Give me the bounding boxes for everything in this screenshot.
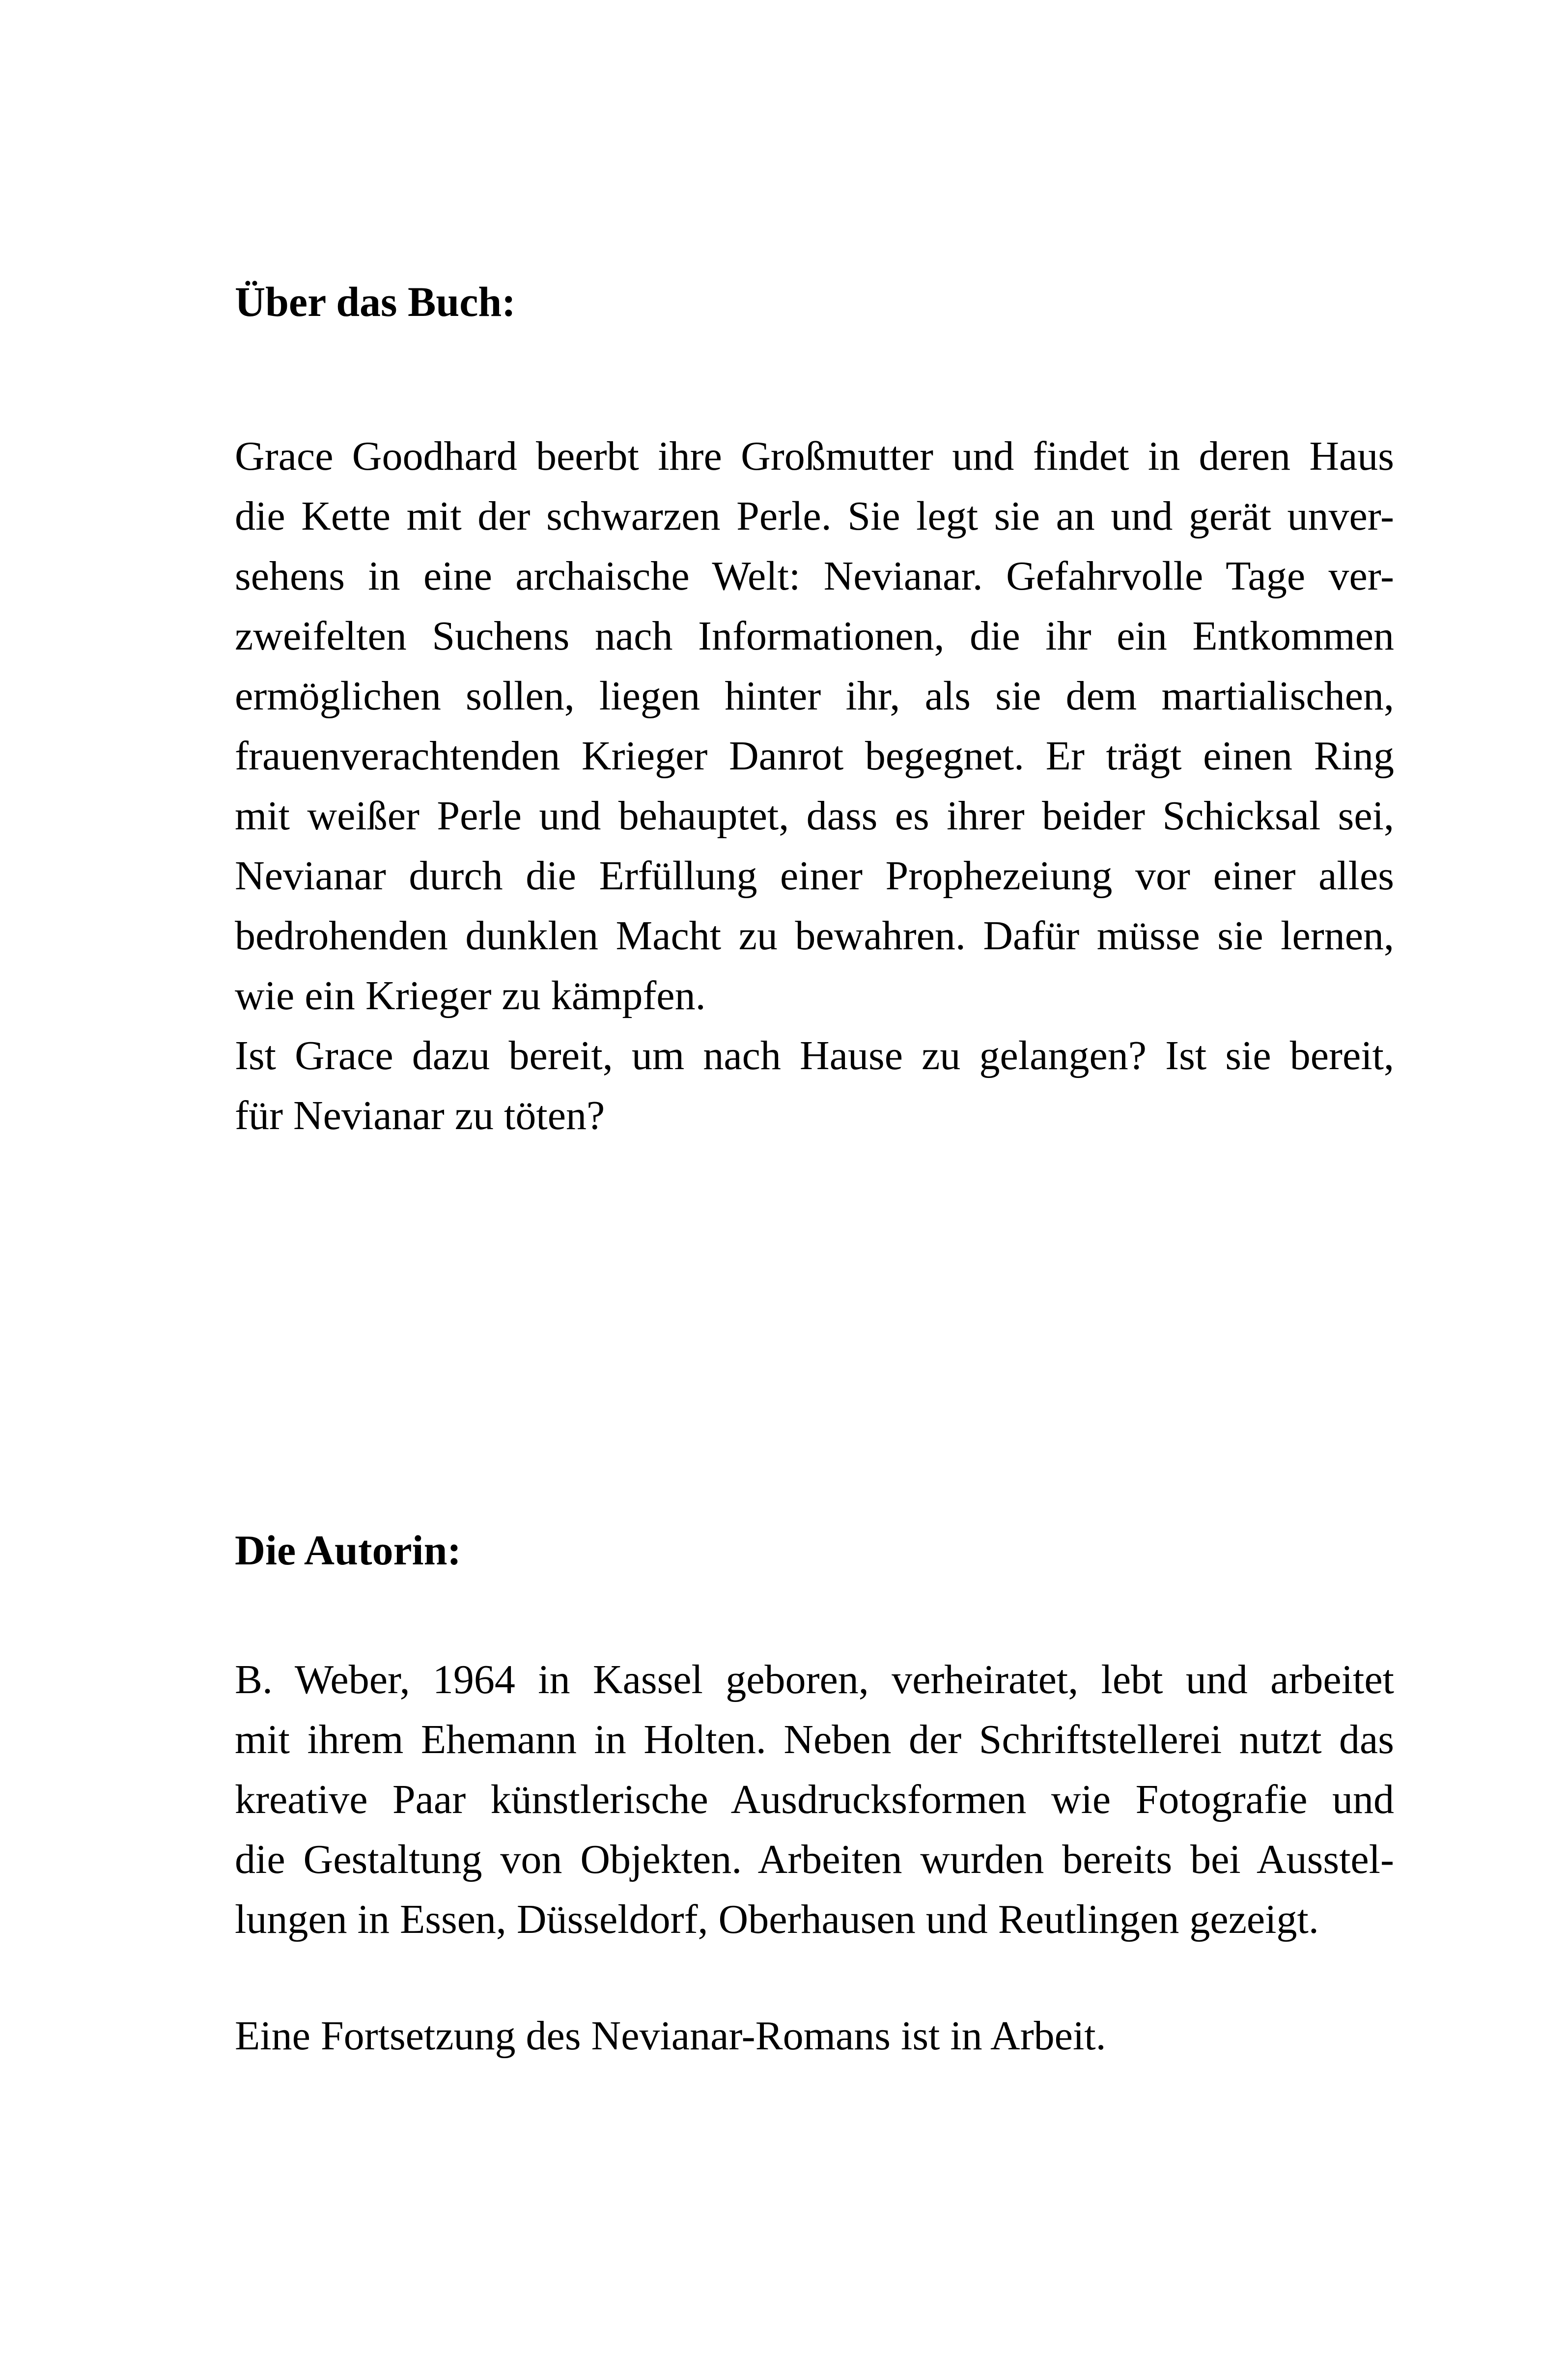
text-line: sehens in eine archaische Welt: Nevianar. Gefahrvolle Tage ver-: [235, 553, 1394, 599]
author-heading: Die Autorin:: [235, 1527, 462, 1574]
sequel-note: [235, 2006, 1394, 2066]
text-line: die Gestaltung von Objekten. Arbeiten wurden bereits bei Ausstel-: [235, 1837, 1394, 1882]
text-line: die Kette mit der schwarzen Perle. Sie legt sie an und gerät unver-: [235, 493, 1394, 539]
text-line: Nevianar durch die Erfüllung einer Prophezeiung vor einer alles: [235, 853, 1394, 899]
text-line: ermöglichen sollen, liegen hinter ihr, als sie dem martialischen,: [235, 673, 1394, 719]
text-line: für Nevianar zu töten?: [235, 1093, 605, 1138]
text-line: Eine Fortsetzung des Nevianar-Romans ist in Arbeit.: [235, 2013, 1106, 2059]
text-line: Grace Goodhard beerbt ihre Großmutter und findet in deren Haus: [235, 433, 1394, 479]
about-book-heading: Über das Buch:: [235, 278, 516, 325]
author-bio-text: [235, 1650, 1394, 1950]
text-line: kreative Paar künstlerische Ausdrucksformen wie Fotografie und: [235, 1777, 1394, 1822]
text-line: wie ein Krieger zu kämpfen.: [235, 973, 706, 1019]
about-book-text: [235, 426, 1394, 1146]
text-line: Ist Grace dazu bereit, um nach Hause zu gelangen? Ist sie bereit,: [235, 1033, 1394, 1078]
text-line: frauenverachtenden Krieger Danrot begegnet. Er trägt einen Ring: [235, 733, 1394, 779]
text-line: mit weißer Perle und behauptet, dass es ihrer beider Schicksal sei,: [235, 793, 1394, 839]
text-line: B. Weber, 1964 in Kassel geboren, verheiratet, lebt und arbeitet: [235, 1657, 1394, 1702]
text-line: lungen in Essen, Düsseldorf, Oberhausen und Reutlingen gezeigt.: [235, 1897, 1319, 1942]
text-line: mit ihrem Ehemann in Holten. Neben der Schriftstellerei nutzt das: [235, 1717, 1394, 1762]
text-line: zweifelten Suchens nach Informationen, die ihr ein Entkommen: [235, 613, 1394, 659]
text-line: bedrohenden dunklen Macht zu bewahren. Dafür müsse sie lernen,: [235, 913, 1394, 959]
